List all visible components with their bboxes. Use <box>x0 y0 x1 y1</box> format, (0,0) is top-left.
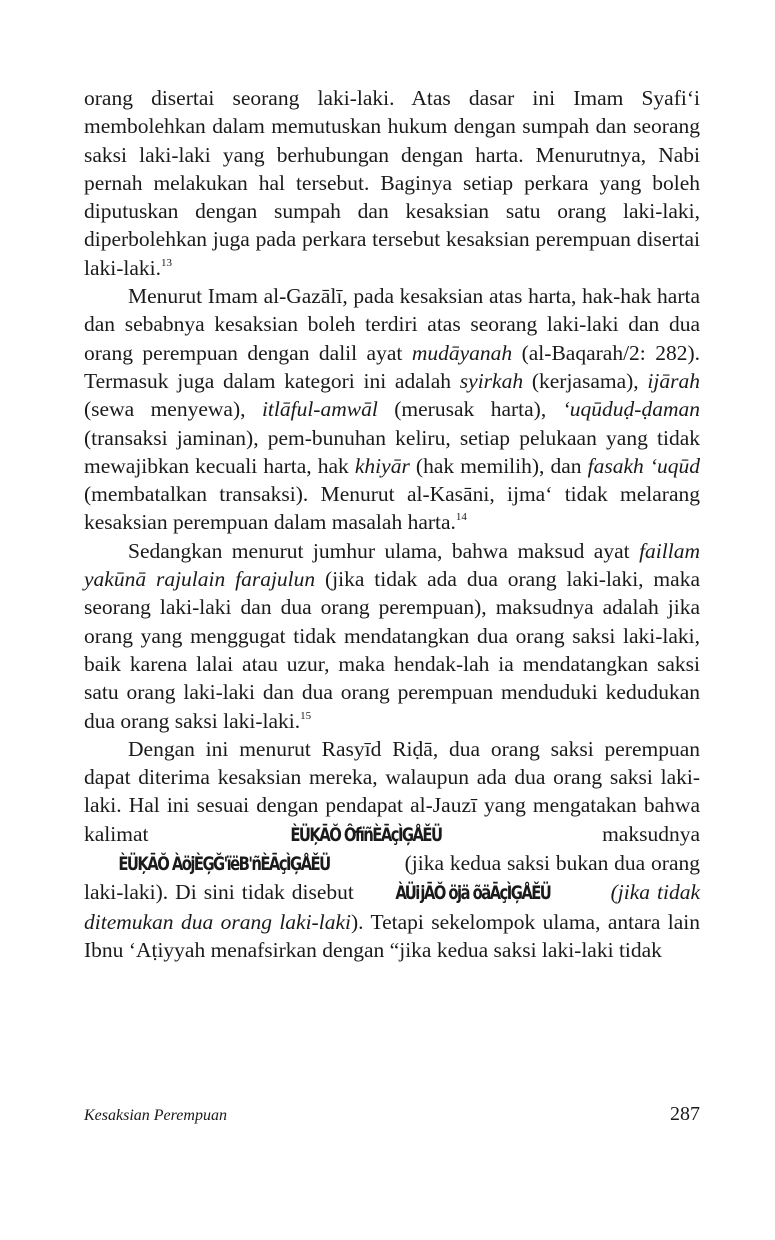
page-body <box>84 84 700 964</box>
italic-term: khiyār <box>354 453 410 478</box>
arabic-phrase-3: ÀÜĳĀŎ öjä õäĀçÌĢÅĚÜ <box>395 882 551 905</box>
paragraph-text: (jika tidak ada dua orang laki-laki, maka seorang laki-laki dan dua orang perempuan), maksudnya adalah jika orang yang menggugat tidak mendatangkan dua orang saksi laki-laki, baik karena lalai atau uzur, maka hendak-lah ia mendatangkan saksi satu orang laki-laki dan dua orang perempuan menduduki kedudukan dua orang saksi laki-laki. <box>84 567 700 733</box>
italic-term: faillam yakūnā rajulain farajulun <box>84 538 700 592</box>
footnote-ref: 13 <box>161 256 173 269</box>
footnote-ref: 15 <box>300 709 312 722</box>
paragraph-3 <box>84 537 700 735</box>
page-number: 287 <box>670 1103 700 1125</box>
italic-term: ijārah <box>647 368 700 393</box>
paragraph-text: ). Tetapi sekelompok ulama, antara lain Ibnu ‘Aṭiyyah menafsirkan dengan “jika kedua saksi laki-laki tidak <box>84 909 700 962</box>
arabic-phrase-1: ÈÜĶĀŎ ÔfïñÈĀçÌĢÅĚÜ <box>290 823 442 846</box>
italic-term: syirkah <box>459 368 524 393</box>
paragraph-text: (jika kedua saksi bukan dua orang laki-laki). Di sini tidak disebut <box>84 851 700 905</box>
paragraph-text: Sedangkan menurut jumhur ulama, bahwa maksud ayat <box>128 538 640 563</box>
paragraph-text: Menurut Imam al-Gazālī, pada kesaksian atas harta, hak-hak harta dan sebabnya kesaksian boleh terdiri atas seorang laki-laki dan dua orang perempuan dengan dalil ayat <box>84 284 700 365</box>
paragraph-text: (kerjasama), <box>523 368 648 393</box>
paragraph-1 <box>84 84 700 282</box>
footnote-ref: 14 <box>455 511 467 524</box>
paragraph-4 <box>84 735 700 964</box>
italic-term: fasakh ‘uqūd <box>587 453 700 478</box>
paragraph-text: (hak memilih), dan <box>409 453 588 478</box>
paragraph-text: maksudnya <box>494 821 700 846</box>
arabic-phrase-2: ÈÜĶĀŎ ÀöjÈĢĞ'ïëB'ñÈĀçÌĢÅĚÜ <box>118 853 330 876</box>
running-head: Kesaksian Perempuan <box>84 1107 227 1124</box>
paragraph-text: (al-Baqarah/2: 282). Termasuk juga dalam kategori ini adalah <box>84 340 700 393</box>
page-footer <box>84 1103 700 1131</box>
paragraph-text: orang disertai seorang laki-laki. Atas dasar ini Imam Syafi‘i membolehkan dalam memutuskan hukum dengan sumpah dan seorang saksi laki-laki yang berhubungan dengan harta. Menurutnya, Nabi pernah melakukan hal tersebut. Baginya setiap perkara yang boleh diputuskan dengan sumpah dan kesaksian satu orang laki-laki, diperbolehkan juga pada perkara tersebut kesaksian perempuan disertai laki-laki. <box>84 86 700 280</box>
italic-term: mudāyanah <box>411 340 513 365</box>
paragraph-2 <box>84 282 700 537</box>
italic-term: ‘uqūduḍ-ḍaman <box>562 397 700 422</box>
paragraph-text: (membatalkan transaksi). Menurut al-Kasāni, ijma‘ tidak melarang kesaksian perempuan dalam masalah harta. <box>84 482 700 535</box>
paragraph-text: (transaksi jaminan), pem-bunuhan keliru, setiap pelukaan yang tidak mewajibkan kecuali harta, hak <box>84 425 700 478</box>
italic-term: itlāful-amwāl <box>261 397 378 422</box>
paragraph-text: (sewa menyewa), <box>84 397 262 422</box>
italic-term: (jika tidak ditemukan dua orang laki-laki <box>84 880 700 934</box>
paragraph-text: Dengan ini menurut Rasyīd Riḍā, dua orang saksi perempuan dapat diterima kesaksian mereka, walaupun ada dua orang saksi laki-laki. Hal ini sesuai dengan pendapat al-Jauzī yang mengatakan bahwa kalimat <box>84 736 700 846</box>
paragraph-text: (merusak harta), <box>377 397 563 422</box>
